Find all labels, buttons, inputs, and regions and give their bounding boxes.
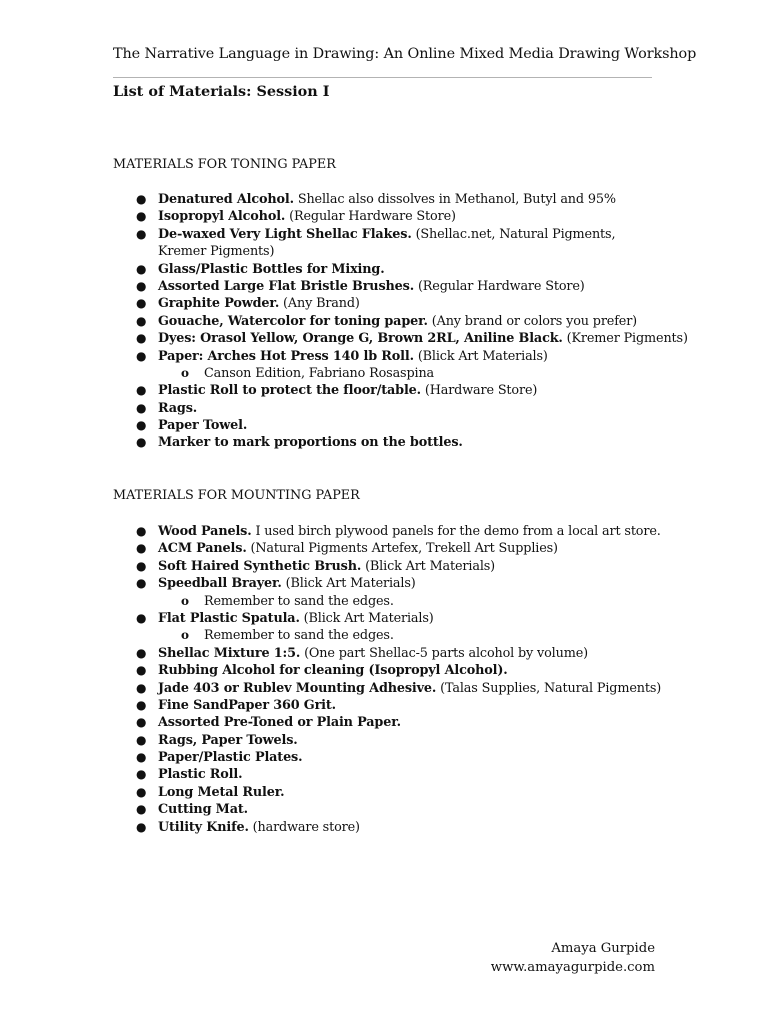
item-note: (Any Brand) [279,296,360,312]
item-name: Glass/Plastic Bottles for Mixing. [158,261,385,277]
bullet-icon: ● [136,715,147,730]
bullet-icon: ● [136,680,147,695]
item-name: Assorted Large Flat Bristle Brushes. [158,278,415,294]
item-name: Soft Haired Synthetic Brush. [158,558,362,574]
item-note: (Shellac.net, Natural Pigments, Kremer Pigments) [158,226,616,260]
item-note: I used birch plywood panels for the demo from a local art store. [251,524,661,539]
item-name: Assorted Pre-Toned or Plain Paper. [158,715,401,731]
bullet-icon: ● [136,802,147,817]
list-item-text [158,766,628,783]
item-note: (Kremer Pigments) [562,331,688,347]
item-name: Plastic Roll to protect the floor/table. [158,383,421,399]
list-item-text [158,819,628,836]
list-item-text [158,348,628,365]
sub-bullet-icon: o [181,365,189,380]
list-item [0,645,768,662]
list-item-text [158,208,628,225]
list-item-text [158,680,662,697]
document-header: The Narrative Language in Drawing: An Online Mixed Media Drawing Workshop [113,46,697,62]
bullet-icon: ● [136,819,147,834]
sub-bullet-icon: o [181,593,189,608]
bullet-icon: ● [136,784,147,799]
list-item-text [158,575,628,592]
sub-list-item [0,627,768,644]
bullet-icon: ● [136,383,147,398]
bullet-icon: ● [136,331,147,346]
section-title-mounting: MATERIALS FOR MOUNTING PAPER [113,488,360,503]
list-item [0,766,768,783]
list-item [0,417,768,434]
item-note: (Natural Pigments Artefex, Trekell Art Supplies) [246,541,558,557]
list-item-text [158,382,628,399]
sub-list-item-text: Canson Edition, Fabriano Rosaspina [204,365,435,381]
footer-author: Amaya Gurpide [551,941,655,956]
list-item [0,226,768,261]
list-item [0,610,768,627]
bullet-icon: ● [136,435,147,450]
list-item [0,330,768,347]
list-item-text [158,558,628,575]
list-item [0,382,768,399]
list-item [0,434,768,451]
item-name: Rubbing Alcohol for cleaning (Isopropyl Alcohol). [158,663,508,679]
list-item [0,261,768,278]
bullet-icon: ● [136,313,147,328]
item-note: (Hardware Store) [420,383,538,399]
footer-website: www.amayagurpide.com [490,960,655,975]
list-item-text [158,714,628,731]
list-item-text [158,784,628,801]
bullet-icon: ● [136,697,147,712]
list-item-text [158,313,638,330]
list-item [0,191,768,208]
item-note: Shellac also dissolves in Methanol, Butyl and 95% [293,192,616,207]
list-item-text [158,540,628,557]
item-note: (One part Shellac-5 parts alcohol by volume) [300,645,588,661]
sub-bullet-icon: o [181,628,189,643]
bullet-icon: ● [136,261,147,276]
item-name: Dyes: Orasol Yellow, Orange G, Brown 2RL, Aniline Black. [158,331,563,347]
item-name: De-waxed Very Light Shellac Flakes. [158,226,412,242]
bullet-icon: ● [136,418,147,433]
list-item-text [158,191,628,208]
list-item [0,278,768,295]
item-name: Flat Plastic Spatula. [158,610,300,626]
list-item [0,819,768,836]
list-item [0,558,768,575]
item-name: Wood Panels. [158,524,252,539]
list-item [0,523,768,540]
item-name: Plastic Roll. [158,767,243,783]
list-item [0,575,768,592]
bullet-icon: ● [136,348,147,363]
list-item-text [158,645,628,662]
item-note: (Any brand or colors you prefer) [427,313,638,329]
item-name: Graphite Powder. [158,296,280,312]
list-item [0,348,768,365]
bullet-icon: ● [136,541,147,556]
list-item-text [158,523,661,540]
item-name: Cutting Mat. [158,802,248,818]
item-note: (Blick Art Materials) [299,610,434,626]
list-item-text [158,434,628,451]
item-name: Isopropyl Alcohol. [158,209,286,225]
item-name: Paper: Arches Hot Press 140 lb Roll. [158,348,414,364]
header-rule [113,77,652,78]
bullet-icon: ● [136,576,147,591]
bullet-icon: ● [136,750,147,765]
list-item-text [158,697,628,714]
bullet-icon: ● [136,663,147,678]
item-name: Fine SandPaper 360 Grit. [158,697,336,713]
list-item [0,400,768,417]
list-item-text [158,662,628,679]
list-item-text [158,732,628,749]
item-name: ACM Panels. [158,541,247,557]
materials-list-toning [0,191,768,452]
list-item [0,732,768,749]
list-item [0,697,768,714]
item-name: Jade 403 or Rublev Mounting Adhesive. [158,680,437,696]
sub-list-item [0,365,768,382]
list-item-text [158,278,628,295]
item-name: Rags, Paper Towels. [158,732,298,748]
item-name: Utility Knife. [158,819,249,835]
list-item-text [158,749,628,766]
list-item-text [158,261,628,278]
item-name: Marker to mark proportions on the bottles. [158,435,463,451]
item-name: Gouache, Watercolor for toning paper. [158,313,428,329]
bullet-icon: ● [136,610,147,625]
document-subtitle: List of Materials: Session I [113,83,330,100]
item-note: (Regular Hardware Store) [285,209,456,225]
item-name: Speedball Brayer. [158,576,282,592]
item-note: (Blick Art Materials) [413,348,548,364]
list-item-text [158,400,628,417]
list-item [0,313,768,330]
list-item [0,784,768,801]
list-item [0,749,768,766]
bullet-icon: ● [136,732,147,747]
item-note: (Regular Hardware Store) [414,278,585,294]
sub-list-item-text: Remember to sand the edges. [204,593,394,609]
item-name: Rags. [158,400,198,416]
item-name: Denatured Alcohol. [158,192,294,207]
list-item [0,801,768,818]
list-item-text [158,610,628,627]
bullet-icon: ● [136,400,147,415]
materials-list-mounting [0,523,768,836]
list-item [0,540,768,557]
bullet-icon: ● [136,209,147,224]
list-item [0,295,768,312]
list-item [0,662,768,679]
list-item-text [158,226,628,261]
bullet-icon: ● [136,558,147,573]
bullet-icon: ● [136,524,147,538]
item-note: (hardware store) [248,819,360,835]
bullet-icon: ● [136,767,147,782]
bullet-icon: ● [136,645,147,660]
item-name: Long Metal Ruler. [158,784,285,800]
list-item [0,714,768,731]
list-item-text [158,801,628,818]
item-name: Paper Towel. [158,418,248,434]
list-item [0,208,768,225]
bullet-icon: ● [136,296,147,311]
item-note: (Blick Art Materials) [361,558,496,574]
item-note: (Talas Supplies, Natural Pigments) [436,680,662,696]
list-item-text [158,330,688,347]
bullet-icon: ● [136,278,147,293]
sub-list-item-text: Remember to sand the edges. [204,628,394,644]
list-item-text [158,295,628,312]
section-title-toning: MATERIALS FOR TONING PAPER [113,157,336,172]
bullet-icon: ● [136,192,147,206]
bullet-icon: ● [136,226,147,241]
item-name: Paper/Plastic Plates. [158,750,303,766]
list-item-text [158,417,628,434]
item-note: (Blick Art Materials) [281,576,416,592]
list-item [0,680,768,697]
sub-list-item [0,593,768,610]
item-name: Shellac Mixture 1:5. [158,645,301,661]
